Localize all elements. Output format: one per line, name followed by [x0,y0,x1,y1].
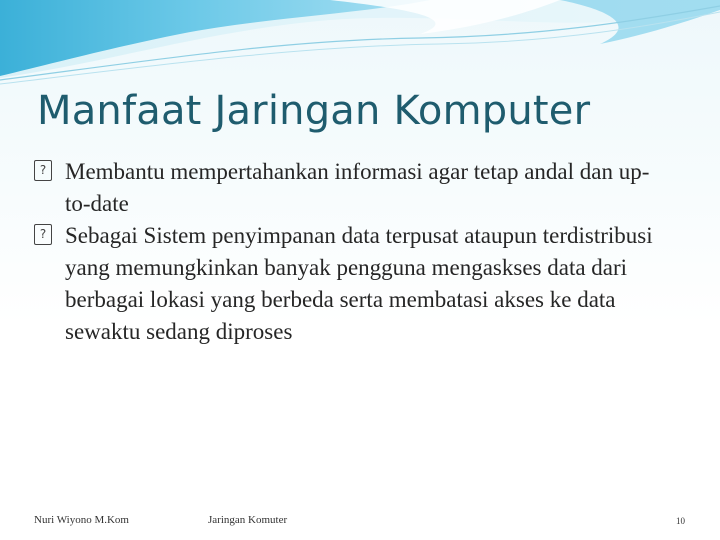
unknown-glyph-icon: ? [34,224,52,245]
bullet-list [34,156,674,348]
bullet-item [34,220,674,348]
unknown-glyph-icon: ? [34,160,52,181]
slide-title: Manfaat Jaringan Komputer [37,88,591,134]
footer-center-text: Jaringan Komuter [208,514,288,526]
header-wave-decoration [0,0,720,90]
bullet-text: Sebagai Sistem penyimpanan data terpusat ataupun terdistribusi yang memungkinkan banyak pengguna mengaskses data dari berbagai lokasi yang berbeda serta membatasi akses ke data sewaktu sedang diproses [65,223,653,344]
page-number: 10 [676,516,685,526]
bullet-item [34,156,674,220]
bullet-text: Membantu mempertahankan informasi agar tetap andal dan up-to-date [65,159,650,216]
footer-author: Nuri Wiyono M.Kom [34,514,129,526]
